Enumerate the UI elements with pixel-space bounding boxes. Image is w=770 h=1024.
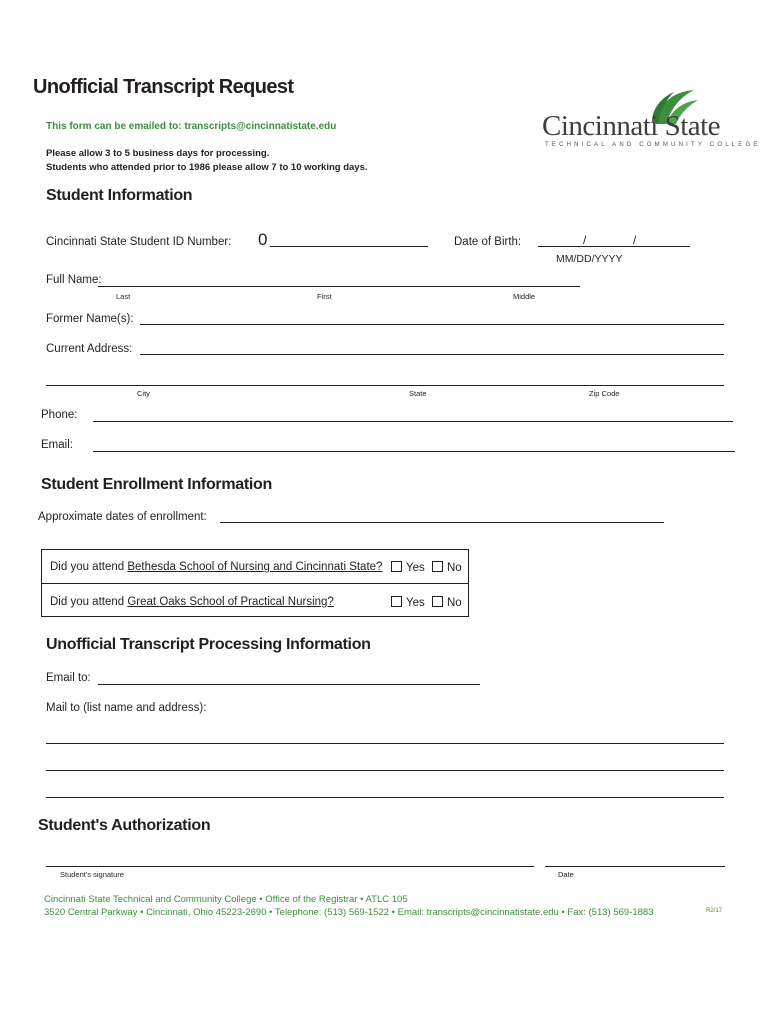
city-label: City	[137, 389, 150, 398]
question-great-oaks-school: Great Oaks School of Practical Nursing?	[127, 596, 334, 608]
signature-field[interactable]	[46, 866, 534, 867]
footer-line-2: 3520 Central Parkway • Cincinnati, Ohio 45223-2690 • Telephone: (513) 569-1522 • Email: transcripts@cincinnatistate.edu • Fax: (513) 569-1883	[44, 907, 654, 918]
mail-to-line-3[interactable]	[46, 797, 724, 798]
dob-separator: /	[633, 233, 637, 247]
processing-note	[46, 147, 368, 175]
logo-name: Cincinnati State	[542, 110, 721, 142]
bethesda-no-option[interactable]	[432, 561, 462, 574]
processing-note-line-2: Students who attended prior to 1986 please allow 7 to 10 working days.	[46, 162, 368, 173]
yes-label: Yes	[406, 562, 425, 574]
name-last-label: Last	[116, 292, 131, 301]
no-label: No	[447, 597, 462, 609]
zip-label: Zip Code	[589, 389, 620, 398]
full-name-label: Full Name:	[46, 274, 102, 286]
enrollment-dates-field[interactable]	[220, 522, 664, 523]
mail-to-line-2[interactable]	[46, 770, 724, 771]
email-field[interactable]	[93, 451, 735, 452]
mail-to-label: Mail to (list name and address):	[46, 702, 207, 714]
question-bethesda	[50, 561, 382, 573]
state-label: State	[409, 389, 427, 398]
checkbox-icon[interactable]	[432, 561, 443, 572]
current-address-label: Current Address:	[46, 343, 133, 355]
email-to-field[interactable]	[98, 684, 480, 685]
dob-separator: /	[583, 233, 587, 247]
checkbox-icon[interactable]	[391, 561, 402, 572]
processing-heading: Unofficial Transcript Processing Information	[46, 636, 371, 653]
name-first-label: First	[317, 292, 332, 301]
dob-field[interactable]	[538, 246, 690, 247]
question-great-oaks	[50, 596, 334, 608]
question-bethesda-school: Bethesda School of Nursing and Cincinnati State?	[127, 561, 383, 573]
enrollment-dates-label: Approximate dates of enrollment:	[38, 511, 207, 523]
logo-tagline: TECHNICAL AND COMMUNITY COLLEGE	[545, 142, 761, 148]
signature-date-label: Date	[558, 870, 574, 879]
enrollment-heading: Student Enrollment Information	[41, 476, 272, 493]
bethesda-yes-option[interactable]	[391, 561, 425, 574]
address-line-2-field[interactable]	[46, 385, 724, 386]
student-id-value[interactable]: 0	[258, 230, 268, 249]
full-name-field[interactable]	[98, 286, 580, 287]
authorization-heading: Student's Authorization	[38, 817, 211, 834]
student-info-heading: Student Information	[46, 187, 193, 204]
signature-label: Student's signature	[60, 870, 124, 879]
mail-to-line-1[interactable]	[46, 743, 724, 744]
email-note: This form can be emailed to: transcripts@cincinnatistate.edu	[46, 121, 337, 132]
revision-code: R2/17	[706, 908, 723, 914]
former-names-label: Former Name(s):	[46, 313, 134, 325]
footer-line-1: Cincinnati State Technical and Community College • Office of the Registrar • ATLC 105	[44, 894, 408, 905]
footer	[44, 893, 653, 919]
yes-label: Yes	[406, 597, 425, 609]
question-great-oaks-prefix: Did you attend	[50, 596, 128, 608]
processing-note-line-1: Please allow 3 to 5 business days for processing.	[46, 148, 270, 159]
email-label: Email:	[41, 439, 73, 451]
dob-format: MM/DD/YYYY	[556, 253, 623, 265]
question-bethesda-prefix: Did you attend	[50, 561, 128, 573]
great-oaks-yes-option[interactable]	[391, 596, 425, 609]
form-title: Unofficial Transcript Request	[33, 76, 294, 98]
email-to-label: Email to:	[46, 672, 91, 684]
student-id-label: Cincinnati State Student ID Number:	[46, 236, 232, 248]
dob-label: Date of Birth:	[454, 236, 522, 248]
signature-date-field[interactable]	[545, 866, 725, 867]
no-label: No	[447, 562, 462, 574]
name-middle-label: Middle	[513, 292, 536, 301]
current-address-field[interactable]	[140, 354, 724, 355]
former-names-field[interactable]	[140, 324, 724, 325]
great-oaks-no-option[interactable]	[432, 596, 462, 609]
checkbox-icon[interactable]	[432, 596, 443, 607]
checkbox-icon[interactable]	[391, 596, 402, 607]
phone-label: Phone:	[41, 409, 78, 421]
student-id-line	[270, 246, 428, 247]
attendance-divider	[42, 583, 468, 584]
phone-field[interactable]	[93, 421, 733, 422]
